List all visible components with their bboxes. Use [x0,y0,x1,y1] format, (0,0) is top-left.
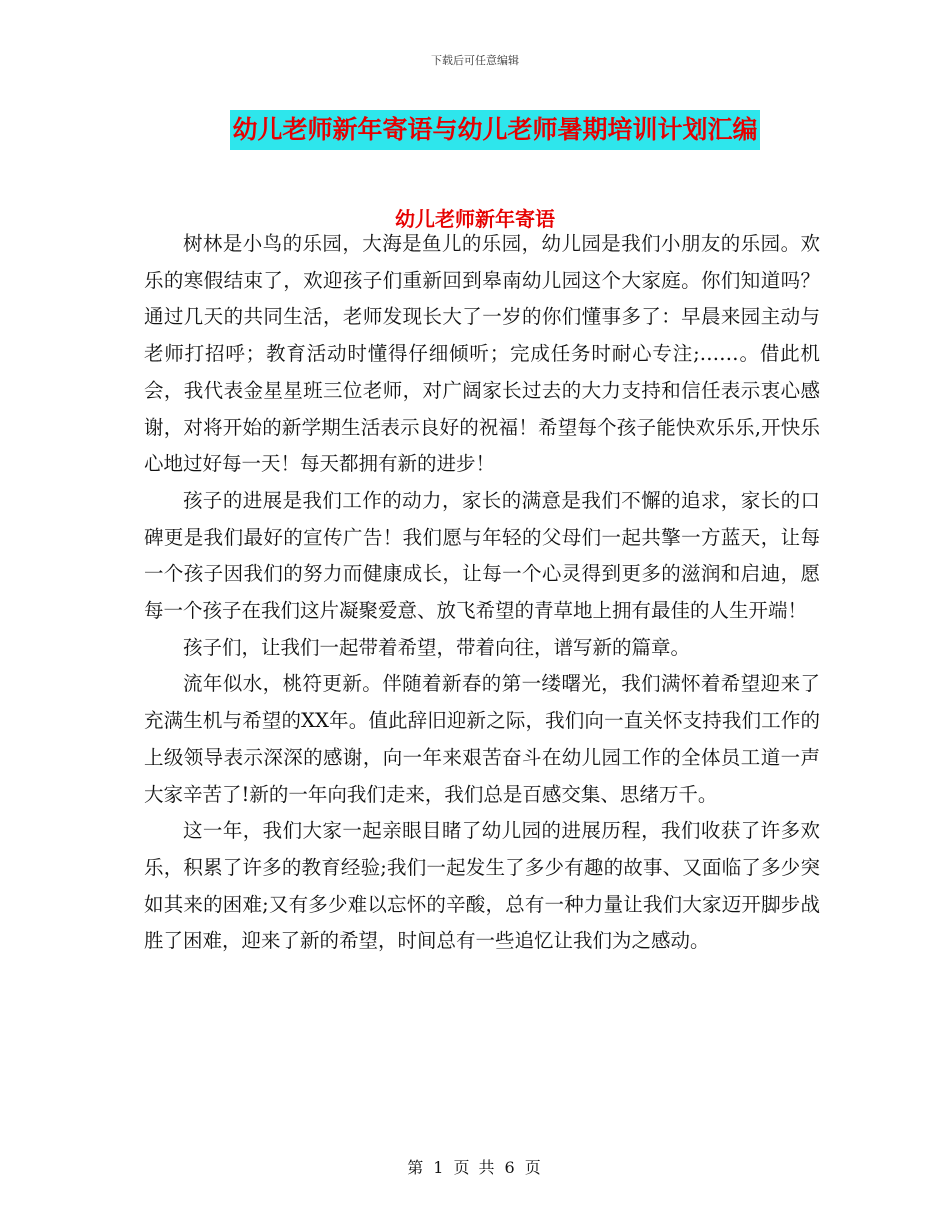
document-title-text: 幼儿老师新年寄语与幼儿老师暑期培训计划汇编 [230,110,759,150]
paragraph: 流年似水，桃符更新。伴随着新春的第一缕曙光，我们满怀着希望迎来了充满生机与希望的XX年。值此辞旧迎新之际，我们向一直关怀支持我们工作的上级领导表示深深的感谢，向一年来艰苦奋斗在幼儿园工作的全体员工道一声大家辛苦了!新的一年向我们走来，我们总是百感交集、思绪万千。 [144,672,820,806]
page-footer [0,1155,950,1178]
paragraph: 树林是小鸟的乐园，大海是鱼儿的乐园，幼儿园是我们小朋友的乐园。欢乐的寒假结束了，欢迎孩子们重新回到皋南幼儿园这个大家庭。你们知道吗？通过几天的共同生活，老师发现长大了一岁的你们懂事多了：早晨来园主动与老师打招呼；教育活动时懂得仔细倾听；完成任务时耐心专注;……。借此机会，我代表金星星班三位老师，对广阔家长过去的大力支持和信任表示衷心感谢，对将开始的新学期生活表示良好的祝福！希望每个孩子能快欢乐乐,开快乐心地过好每一天！每天都拥有新的进步！ [144,232,820,476]
page-label-suffix: 页 [524,1158,543,1177]
document-body [144,226,820,960]
page-header-note: 下载后可任意编辑 [431,54,519,67]
total-pages: 6 [504,1158,517,1177]
page-label-middle: 页 共 [453,1158,497,1177]
section-title: 幼儿老师新年寄语 [395,207,555,231]
paragraph: 孩子的进展是我们工作的动力，家长的满意是我们不懈的追求，家长的口碑更是我们最好的宣传广告！我们愿与年轻的父母们一起共擎一方蓝天，让每一个孩子因我们的努力而健康成长，让每一个心灵得到更多的滋润和启迪，愿每一个孩子在我们这片凝聚爱意、放飞希望的青草地上拥有最佳的人生开端！ [144,488,820,623]
paragraph: 孩子们，让我们一起带着希望，带着向往，谱写新的篇章。 [183,635,691,659]
page-label-prefix: 第 [407,1158,426,1177]
document-title [0,110,950,150]
paragraph: 这一年，我们大家一起亲眼目睹了幼儿园的进展历程，我们收获了许多欢乐，积累了许多的教育经验;我们一起发生了多少有趣的故事、又面临了多少突如其来的困难;又有多少难以忘怀的辛酸，总有一种力量让我们大家迈开脚步战胜了困难，迎来了新的希望，时间总有一些追忆让我们为之感动。 [144,819,820,953]
page-number: 1 [433,1158,446,1177]
